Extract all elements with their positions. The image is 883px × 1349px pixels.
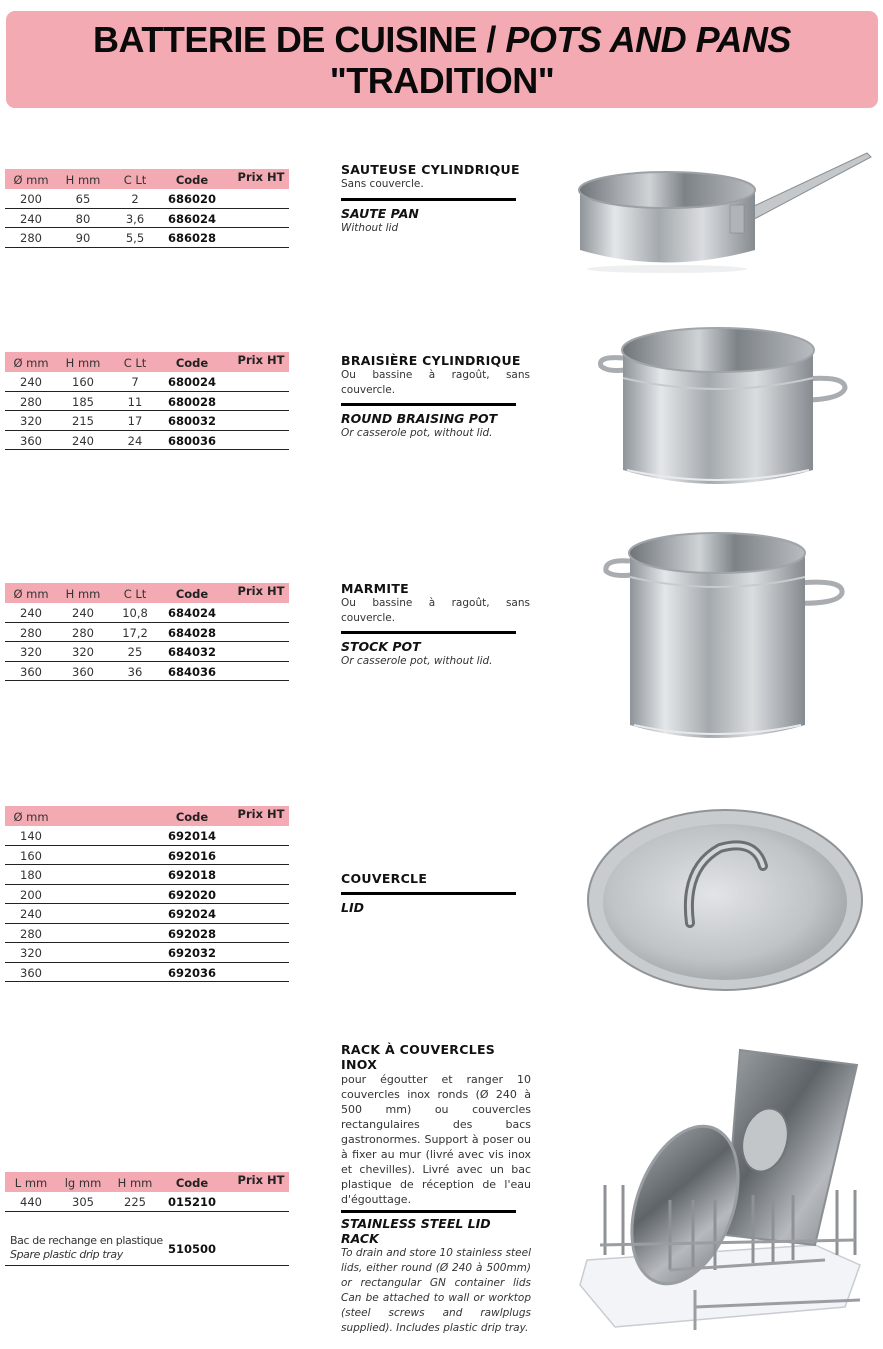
table-row [5,826,289,846]
col-capacity: C Lt [123,356,147,370]
code: 015210 [167,1195,216,1209]
col-height: H mm [117,1176,153,1190]
height: 225 [124,1195,146,1209]
table-header [5,806,289,826]
table-row [5,603,289,623]
lid-rack-image [575,1045,870,1337]
table-header [5,352,289,372]
product-subtitle-en: Or casserole pot, without lid. [341,655,493,667]
diameter: 360 [20,965,42,980]
saute-pan-description [341,162,530,235]
code: 680032 [167,414,216,428]
product-title-fr: BRAISIÈRE CYLINDRIQUE [341,353,521,368]
capacity: 17,2 [122,625,148,640]
table-header [5,169,289,189]
capacity: 2 [131,192,139,206]
table-row [5,189,289,209]
table-row [5,209,289,229]
code: 684028 [167,625,216,640]
lid-rack-description [341,1042,531,1336]
product-title-fr: MARMITE [341,581,409,596]
table-row [5,372,289,392]
product-title-fr: RACK À COUVERCLES INOX [341,1042,496,1072]
table-row [5,411,289,431]
code: 692036 [167,965,216,980]
diameter: 240 [20,907,42,921]
product-title-en: STAINLESS STEEL LID RACK [341,1216,491,1246]
capacity: 25 [127,645,143,659]
product-subtitle-en: Without lid [341,221,399,234]
col-price: Prix HT [237,584,285,598]
col-width: lg mm [64,1176,102,1190]
col-price: Prix HT [237,1173,285,1187]
code: 680036 [167,433,216,448]
height: 80 [75,211,91,226]
product-title-en: STOCK POT [341,639,421,654]
col-price: Prix HT [237,807,285,821]
col-height: H mm [65,587,101,601]
diameter: 320 [20,946,42,960]
col-code: Code [175,173,209,187]
capacity: 17 [127,414,143,428]
code: 686020 [167,192,216,206]
table-row [5,623,289,643]
height: 320 [72,645,94,659]
product-title-en: SAUTE PAN [341,205,419,221]
table-row [5,392,289,412]
diameter: 280 [20,394,42,409]
product-title-fr: COUVERCLE [341,871,428,886]
diameter: 360 [20,664,42,679]
col-length: L mm [14,1176,48,1190]
col-diameter: Ø mm [13,173,49,187]
code: 680028 [167,394,216,409]
page-title-fr: BATTERIE DE CUISINE / [93,19,506,60]
col-capacity: C Lt [123,173,147,187]
diameter: 240 [20,606,42,620]
code: 692024 [167,907,216,921]
page-title-banner [6,11,878,108]
table-row [5,1192,289,1212]
height: 160 [72,375,94,389]
product-title-fr: SAUTEUSE CYLINDRIQUE [341,162,520,177]
col-price: Prix HT [237,170,285,184]
saute-pan-table [5,169,289,248]
capacity: 11 [127,394,143,409]
diameter: 140 [20,829,42,843]
height: 240 [72,606,94,620]
capacity: 3,6 [125,211,145,226]
code: 684024 [167,606,216,620]
table-row [5,642,289,662]
divider [341,1210,516,1213]
diameter: 280 [20,625,42,640]
page-title-en: POTS AND PANS [505,19,791,60]
divider [341,631,516,634]
stock-pot-table [5,583,289,681]
col-code: Code [175,1176,209,1190]
col-price: Prix HT [237,353,285,367]
page-subtitle: "TRADITION" [329,60,555,101]
capacity: 5,5 [125,231,145,245]
diameter: 240 [20,375,42,389]
page-title [6,19,878,60]
divider [341,198,516,201]
diameter: 180 [20,868,42,882]
diameter: 280 [20,926,42,941]
table-row [5,885,289,905]
lid-rack-table [5,1172,289,1212]
height: 90 [75,231,91,245]
product-subtitle-en: To drain and store 10 stainless steel lids, either round (Ø 240 à 500mm) or rectangular GN container lids Can be attached to wall or worktop (steel screws and rawlplugs supplied). Includes plastic drip tray. [341,1247,531,1334]
code: 684036 [167,664,216,679]
col-height: H mm [65,173,101,187]
table-row [5,943,289,963]
col-capacity: C Lt [123,587,147,601]
diameter: 360 [20,433,42,448]
stock-pot-image [600,525,850,755]
width: 305 [72,1195,94,1209]
table-row [5,865,289,885]
code: 692020 [167,887,216,902]
col-code: Code [175,587,209,601]
diameter: 280 [20,231,42,245]
table-row [5,662,289,682]
spare-drip-tray-row [5,1230,289,1266]
code: 684032 [167,645,216,659]
product-title-en: LID [341,900,364,915]
code: 692016 [167,848,216,863]
diameter: 320 [20,645,42,659]
code: 686024 [167,211,216,226]
braising-pot-image [595,320,855,495]
table-row [5,924,289,944]
height: 360 [72,664,94,679]
table-row [5,228,289,248]
spare-label-fr: Bac de rechange en plastique [10,1234,163,1247]
table-header [5,1172,289,1192]
col-code: Code [175,356,209,370]
height: 215 [72,414,94,428]
product-subtitle-fr: Ou bassine à ragoût, sans couvercle. [341,369,530,396]
col-diameter: Ø mm [13,810,49,824]
diameter: 200 [20,887,42,902]
col-height: H mm [65,356,101,370]
divider [341,892,516,895]
length: 440 [20,1195,42,1209]
diameter: 320 [20,414,42,428]
col-diameter: Ø mm [13,587,49,601]
code: 686028 [167,231,216,245]
height: 65 [75,192,91,206]
code: 692028 [167,926,216,941]
capacity: 24 [127,433,143,448]
diameter: 160 [20,848,42,863]
product-subtitle-fr: pour égoutter et ranger 10 couvercles inox ronds (Ø 240 à 500 mm) ou couvercles rectangulaires des bacs gastronormes. Support à poser ou à fixer au mur (livré avec vis inox et chevilles). Livré avec un bac plastique de réception de l'eau d'égouttage. [341,1073,531,1206]
table-row [5,431,289,451]
table-header [5,583,289,603]
col-diameter: Ø mm [13,356,49,370]
capacity: 7 [131,375,139,389]
code: 680024 [167,375,216,389]
col-code: Code [175,810,209,824]
saute-pan-image [575,145,875,275]
lid-image [585,808,865,993]
braising-pot-description [341,353,530,441]
diameter: 200 [20,192,42,206]
diameter: 240 [20,211,42,226]
spare-label-en: Spare plastic drip tray [10,1248,123,1261]
product-title-en: ROUND BRAISING POT [341,411,498,426]
code: 692032 [167,946,216,960]
lid-table [5,806,289,982]
product-subtitle-fr: Sans couvercle. [341,178,424,190]
table-row [5,963,289,983]
lid-description [341,871,530,915]
table-row [5,846,289,866]
code: 692014 [167,829,216,843]
height: 280 [72,625,94,640]
braising-pot-table [5,352,289,450]
height: 240 [72,433,94,448]
height: 185 [72,394,94,409]
spare-code: 510500 [167,1242,216,1256]
table-row [5,904,289,924]
product-subtitle-en: Or casserole pot, without lid. [341,427,493,439]
capacity: 36 [127,664,143,679]
divider [341,403,516,406]
product-subtitle-fr: Ou bassine à ragoût, sans couvercle. [341,597,530,624]
code: 692018 [167,868,216,882]
capacity: 10,8 [122,606,148,620]
stock-pot-description [341,581,530,669]
